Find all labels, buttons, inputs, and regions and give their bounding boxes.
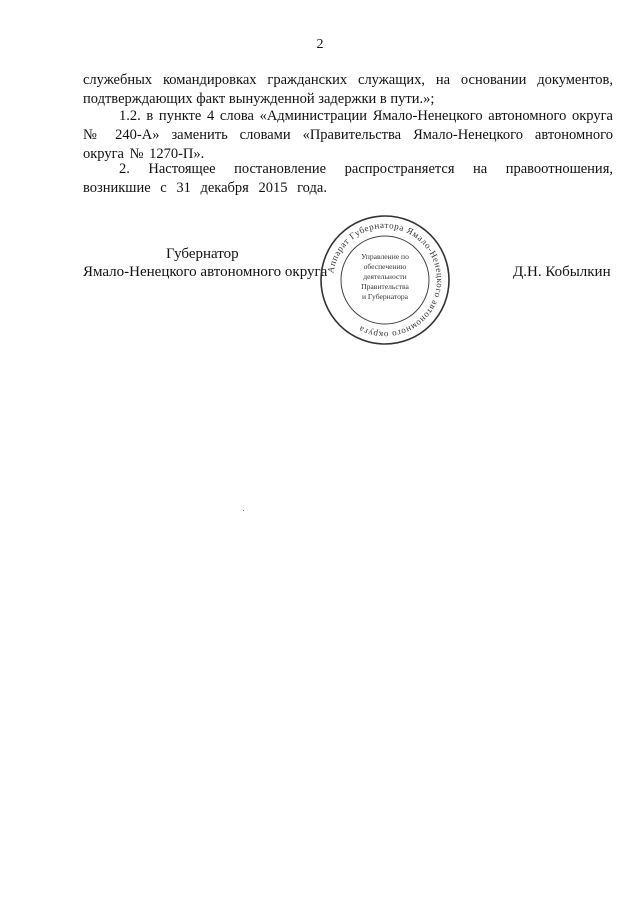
paragraph-item-2 bbox=[83, 160, 613, 198]
stamp-ring-text: Аппарат Губернатора Ямало-Ненецкого автономного округа bbox=[325, 219, 446, 341]
stamp-center-line: обеспечению bbox=[363, 262, 407, 271]
signature-organization: Ямало-Ненецкого автономного округа bbox=[83, 264, 328, 280]
stamp-center-line: Правительства bbox=[361, 282, 409, 291]
signature-name: Д.Н. Кобылкин bbox=[513, 264, 611, 280]
official-stamp bbox=[318, 213, 452, 347]
scan-speck bbox=[243, 510, 244, 511]
stamp-center-line: деятельности bbox=[363, 272, 407, 281]
paragraph-text: служебных командировках гражданских служащих, на основании документов, подтверждающих факт вынужденной задержки в пути.»; bbox=[83, 72, 613, 107]
stamp-center-line: Управление по bbox=[361, 252, 409, 261]
paragraph-text: 1.2. в пункте 4 слова «Администрации Ямало-Ненецкого автономного округа № 240-А» заменить словами «Правительства Ямало-Ненецкого автономного округа № 1270-П». bbox=[83, 108, 613, 162]
paragraph-continuation bbox=[83, 71, 613, 109]
signature-title: Губернатор bbox=[166, 246, 239, 262]
paragraph-text: 2. Настоящее постановление распространяется на правоотношения, возникшие с 31 декабря 2015 года. bbox=[83, 161, 613, 196]
stamp-center-line: и Губернатора bbox=[361, 292, 409, 301]
paragraph-item-1-2 bbox=[83, 107, 613, 164]
page-number: 2 bbox=[316, 37, 324, 52]
